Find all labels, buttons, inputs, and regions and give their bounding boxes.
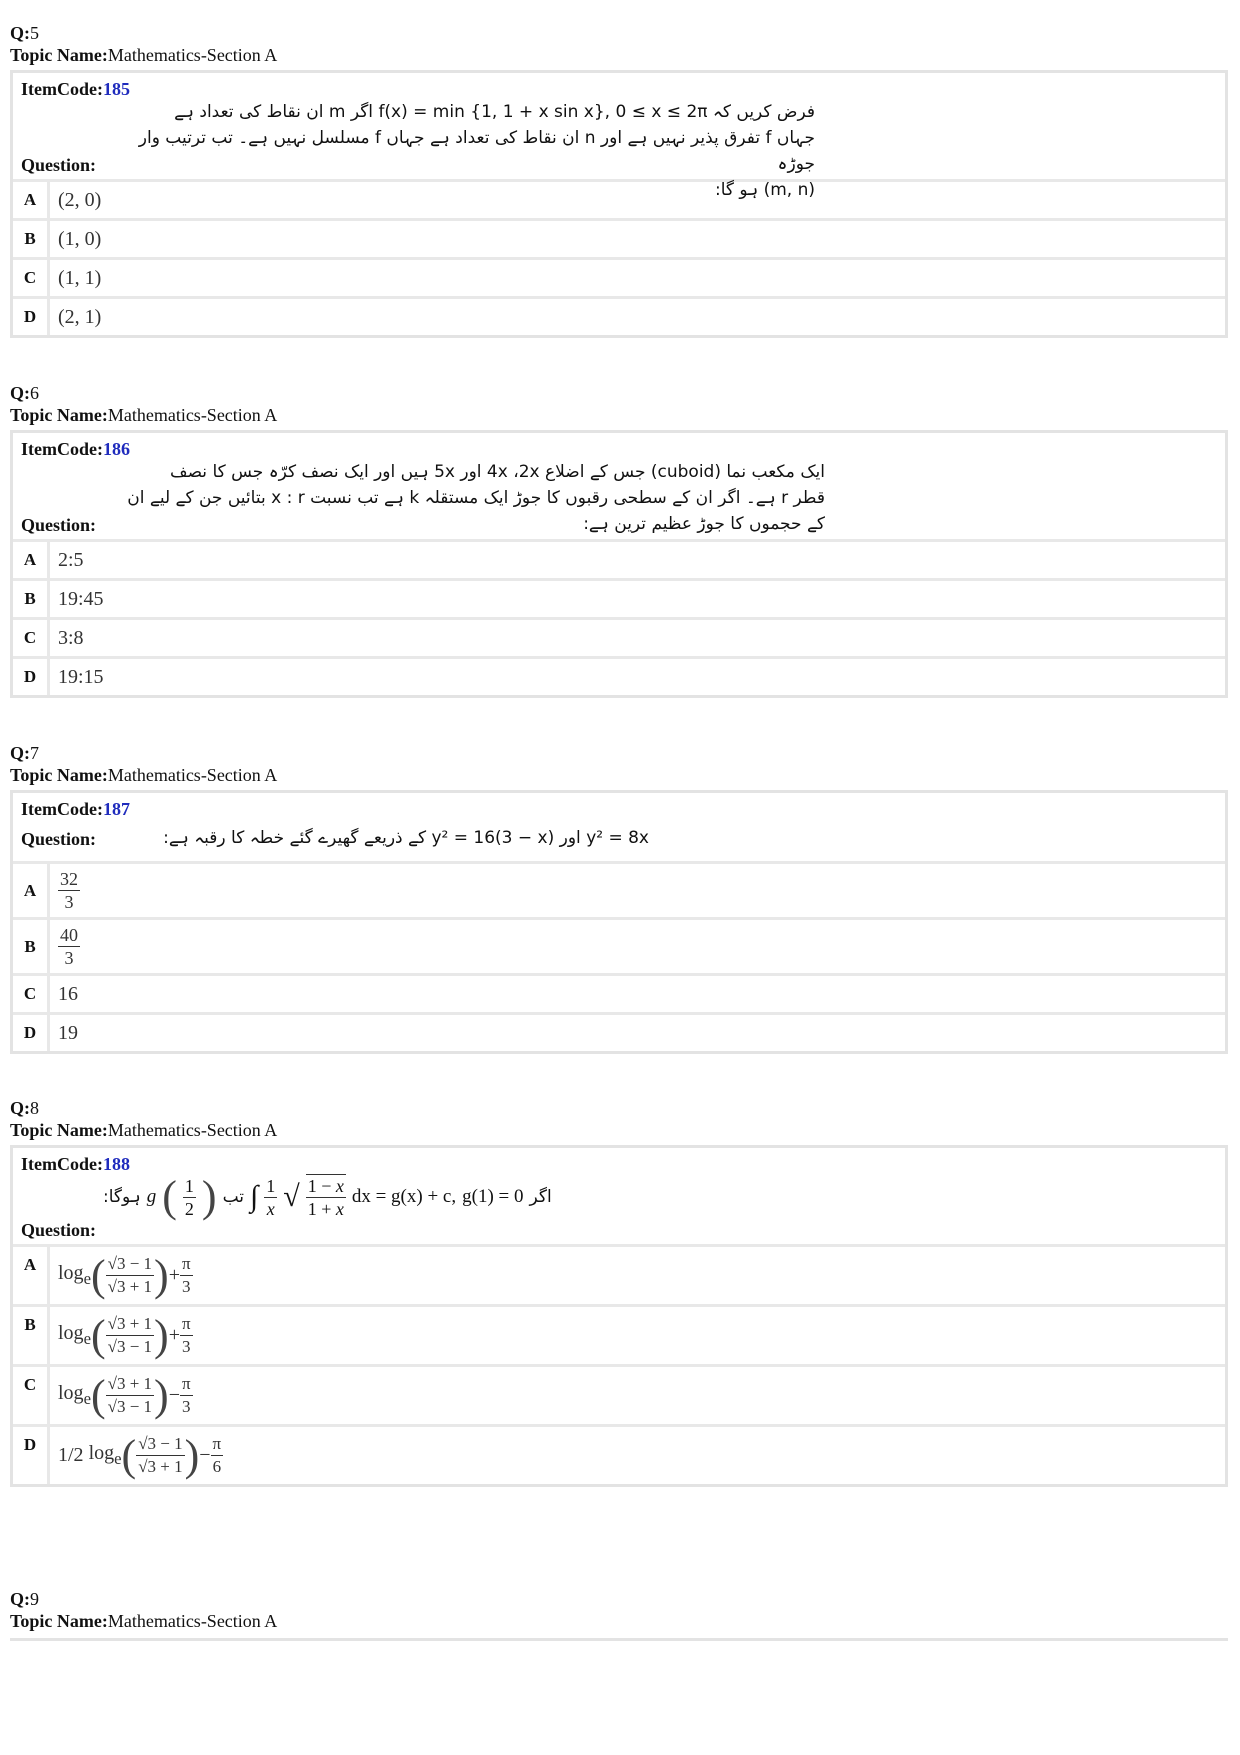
option-b[interactable]: B $\log_e$ ( $\frac{√3 + 1}{√3 - 1}$ ) + $\frac{\pi}{3}$ xyxy=(13,1304,1225,1364)
topic-name: Topic Name:Mathematics-Section A xyxy=(10,765,278,785)
question-text: y² = 8x اور y² = 16(3 − x) کے ذریعے گھیرے گئے خطہ کا رقبہ ہے: xyxy=(163,828,649,848)
item-code: ItemCode:187 xyxy=(21,799,130,819)
item-code: ItemCode:186 xyxy=(21,439,130,459)
divider xyxy=(10,1638,1228,1641)
option-a[interactable]: A 2:5 xyxy=(13,539,1225,578)
question-block-8 xyxy=(10,1097,1228,1487)
option-d[interactable]: D (2, 1) xyxy=(13,296,1225,335)
topic-name: Topic Name:Mathematics-Section A xyxy=(10,1611,278,1631)
option-d[interactable]: D 1/2 $\log_e$ ( $\frac{√3 - 1}{√3 + 1}$ ) − $\frac{\pi}{6}$ xyxy=(13,1424,1225,1484)
option-d[interactable]: D 19 xyxy=(13,1012,1225,1051)
item-code: ItemCode:188 xyxy=(21,1154,130,1174)
question-number: Q:8 xyxy=(10,1098,39,1118)
item-code: ItemCode:185 xyxy=(21,79,130,99)
question-number: Q:5 xyxy=(10,23,39,43)
option-c[interactable]: C 3:8 xyxy=(13,617,1225,656)
question-card xyxy=(10,790,1228,1054)
question-block-9 xyxy=(10,1588,1228,1641)
topic-name: Topic Name:Mathematics-Section A xyxy=(10,45,278,65)
option-b[interactable]: B 19:45 xyxy=(13,578,1225,617)
option-a[interactable]: A $\log_e$ ( $\frac{√3 - 1}{√3 + 1}$ ) + $\frac{\pi}{3}$ xyxy=(13,1244,1225,1304)
question-text: ہوگا: g ( $\frac{1}{2}$ ) تب ∫ $\frac{1}{x}$ √ $\frac{1 - x}{1 + x}$ dx = g(x) + c, g(1) = 0 اگر xyxy=(103,1172,552,1221)
question-number: Q:7 xyxy=(10,743,39,763)
option-c[interactable]: C $\log_e$ ( $\frac{√3 + 1}{√3 - 1}$ ) − $\frac{\pi}{3}$ xyxy=(13,1364,1225,1424)
option-a[interactable]: A (2, 0) xyxy=(13,179,1225,218)
option-c[interactable]: C 16 xyxy=(13,973,1225,1012)
topic-name: Topic Name:Mathematics-Section A xyxy=(10,1120,278,1140)
question-block-6 xyxy=(10,382,1228,698)
question-label: Question: xyxy=(21,515,97,535)
option-b[interactable]: B $\frac{40}{3}$ xyxy=(13,917,1225,973)
question-card xyxy=(10,430,1228,698)
question-block-7 xyxy=(10,742,1228,1054)
option-c[interactable]: C (1, 1) xyxy=(13,257,1225,296)
question-label: Question: xyxy=(21,829,97,849)
question-label: Question: xyxy=(21,1220,97,1240)
topic-name: Topic Name:Mathematics-Section A xyxy=(10,405,278,425)
question-text: فرض کریں کہ f(x) = min {1, 1 + x sin x}, 0 ≤ x ≤ 2π اگر m ان نقاط کی تعداد ہے جہاں f تفرق پذیر نہیں ہے اور n ان نقاط کی تعداد ہے جہاں f مسلسل نہیں ہے۔ تب ترتیب وار جوڑہ (m, n) ہو گا: xyxy=(138,102,815,200)
question-card xyxy=(10,70,1228,338)
question-block-5 xyxy=(10,22,1228,338)
question-number: Q:6 xyxy=(10,383,39,403)
question-card xyxy=(10,1145,1228,1487)
question-text: ایک مکعب نما (cuboid) جس کے اضلاع 4x ،2x اور 5x ہیں اور ایک نصف کرّہ جس کا نصف قطر r ہے۔ اگر ان کے سطحی رقبوں کا جوڑ ایک مستقلہ k ہے تب نسبت x : r بتائیں جن کے لیے ان کے حجموں کا جوڑ عظیم ترین ہے: xyxy=(127,462,825,534)
question-label: Question: xyxy=(21,155,97,175)
option-a[interactable]: A $\frac{32}{3}$ xyxy=(13,861,1225,917)
question-number: Q:9 xyxy=(10,1589,39,1609)
option-b[interactable]: B (1, 0) xyxy=(13,218,1225,257)
option-d[interactable]: D 19:15 xyxy=(13,656,1225,695)
